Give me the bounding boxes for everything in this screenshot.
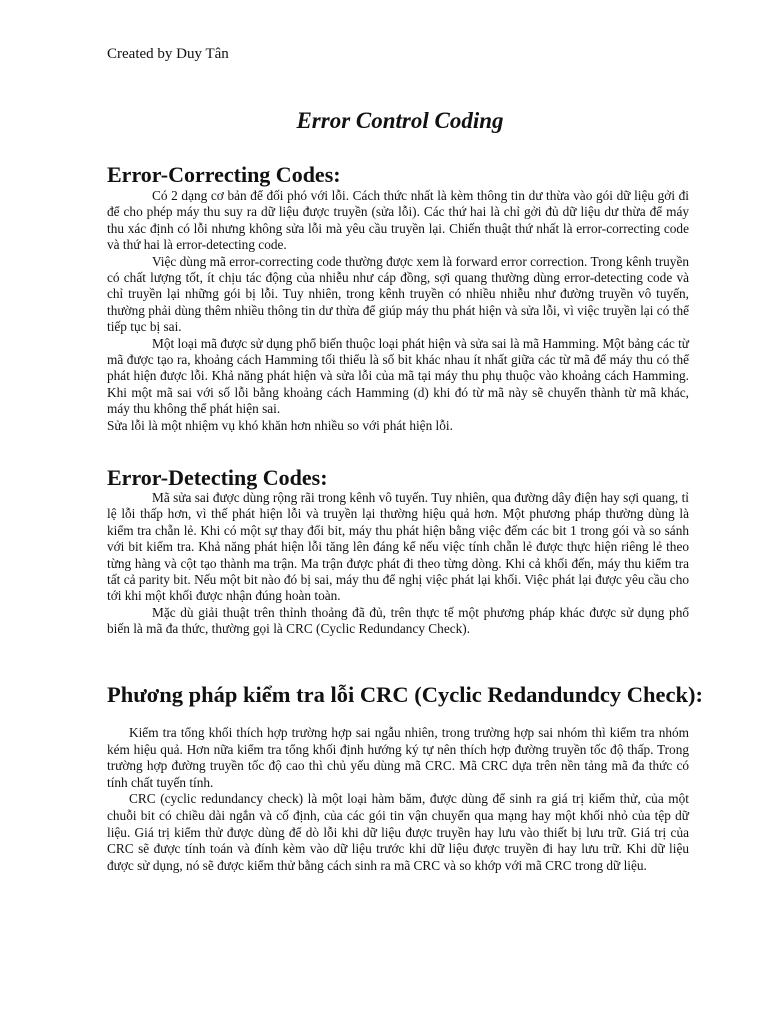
paragraph: Mặc dù giải thuật trên thỉnh thoảng đã đủ, trên thực tế một phương pháp khác được sử dụng phổ biến là mã đa thức, thường gọi là CRC (Cyclic Redundancy Check). [107,604,689,637]
section-body-crc [107,725,689,874]
paragraph: Kiểm tra tổng khối thích hợp trường hợp sai ngẫu nhiên, trong trường hợp sai nhóm thì kiểm tra nhóm kém hiệu quả. Hơn nữa kiểm tra tổng khối định hướng ký tự nên thích hợp đường truyền tốc độ thấp. Trong trường hợp đường truyền tốc độ cao thì chủ yếu dùng mã CRC. Mã CRC dựa trên nền tảng mã đa thức có tính chất tuyến tính. [107,725,689,790]
section-body-error-detecting [107,490,689,638]
paragraph: Việc dùng mã error-correcting code thường được xem là forward error correction. Trong kênh truyền có chất lượng tốt, ít chịu tác động của nhiễu như cáp đồng, sợi quang thường dùng error-detecting code và chỉ truyền lại những gói bị lỗi. Tuy nhiên, trong kênh truyền có nhiều nhiễu như đường truyền vô tuyến, thường phải dùng thêm nhiều thông tin dư thừa để giúp máy thu phát hiện và sửa lỗi, vì việc truyền lại có thể tiếp tục bị sai. [107,253,689,335]
section-heading-crc: Phương pháp kiểm tra lỗi CRC (Cyclic Redandundcy Check): [107,682,703,707]
paragraph: Có 2 dạng cơ bản để đối phó với lỗi. Cách thức nhất là kèm thông tin dư thừa vào gói dữ liệu gởi đi để cho phép máy thu suy ra dữ liệu được truyền (sửa lỗi). Các thứ hai là chỉ gởi đủ dữ liệu dư thừa để máy thu xác định có lỗi nhưng không sửa lỗi mà yêu cầu truyền lại. Chiến thuật thứ nhất là error-correcting code và thứ hai là error-detecting code. [107,188,689,253]
paragraph: Mã sửa sai được dùng rộng rãi trong kênh vô tuyến. Tuy nhiên, qua đường dây điện hay sợi quang, tỉ lệ lỗi thấp hơn, vì thế phát hiện lỗi và truyền lại thường hiệu quả hơn. Một phương pháp thường dùng là kiểm tra chẵn lẻ. Khi có một sự thay đổi bit, máy thu phát hiện bằng việc đếm các bit 1 trong gói và so sánh với bit kiểm tra. Khả năng phát hiện lỗi tăng lên đáng kể nếu việc tính chẵn lẻ được thực hiện riêng lẻ theo từng hàng và cột tạo thành ma trận. Ma trận được phát đi theo từng dòng. Khi cả khối đến, máy thu kiểm tra tất cả parity bit. Nếu một bit nào đó bị sai, máy thu để nghị việc phát lại khối. Việc phát lại được yêu cầu cho tới khi một khối được nhận đúng hoàn toàn. [107,490,689,604]
paragraph: CRC (cyclic redundancy check) là một loại hàm băm, được dùng để sinh ra giá trị kiểm thử, của một chuỗi bit có chiều dài ngắn và cố định, của các gói tin vận chuyển qua mạng hay một khối nhỏ của tệp dữ liệu. Giá trị kiểm thử được dùng để dò lỗi khi dữ liệu được truyền hay lưu vào thiết bị lưu trữ. Giá trị của CRC sẽ được tính toán và đính kèm vào dữ liệu trước khi dữ liệu được truyền đi hay lưu trữ. Khi dữ liệu được sử dụng, nó sẽ được kiểm thử bằng cách sinh ra mã CRC và so khớp với mã CRC trong dữ liệu. [107,791,689,873]
section-heading-error-detecting: Error-Detecting Codes: [107,465,328,490]
document-title: Error Control Coding [296,108,504,133]
author-header: Created by Duy Tân [107,46,229,62]
paragraph: Sửa lỗi là một nhiệm vụ khó khăn hơn nhiều so với phát hiện lỗi. [107,417,453,433]
section-body-error-correcting [107,188,689,434]
section-heading-error-correcting: Error-Correcting Codes: [107,162,341,187]
paragraph: Một loại mã được sử dụng phổ biến thuộc loại phát hiện và sửa sai là mã Hamming. Một bảng các từ mã được tạo ra, khoảng cách Hamming tối thiểu là số bit khác nhau ít nhất giữa các từ mã để máy thu có thể phát hiện được lỗi. Khả năng phát hiện và sửa lỗi của mã tại máy thu phụ thuộc vào khoảng cách Hamming. Khi một mã sai với số lỗi bằng khoảng cách Hamming (d) khi đó từ mã này sẽ chuyển thành từ mã khác, máy thu không thể phát hiện sai. [107,335,689,417]
